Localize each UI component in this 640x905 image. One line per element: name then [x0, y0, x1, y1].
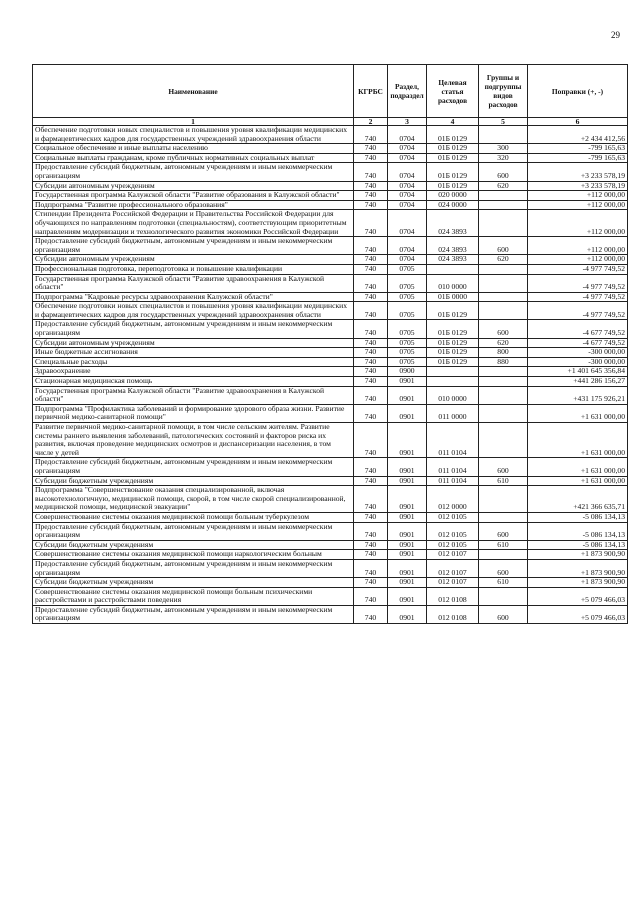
row-amendment: -300 000,00 — [528, 357, 628, 367]
row-kgrbs: 740 — [354, 476, 388, 486]
table-row — [33, 559, 628, 577]
row-kgrbs: 740 — [354, 512, 388, 522]
row-razdel: 0901 — [388, 578, 427, 588]
row-expense-type — [479, 404, 528, 422]
row-razdel: 0901 — [388, 559, 427, 577]
row-name: Государственная программа Калужской области "Развитие образования в Калужской области" — [33, 191, 354, 201]
row-name: Субсидии бюджетным учреждениям — [33, 540, 354, 550]
row-razdel: 0900 — [388, 367, 427, 377]
row-kgrbs: 740 — [354, 320, 388, 338]
row-target-article: 01Б 0129 — [427, 153, 479, 163]
row-target-article: 01Б 0129 — [427, 320, 479, 338]
row-target-article: 01Б 0129 — [427, 163, 479, 181]
row-razdel: 0901 — [388, 540, 427, 550]
table-header-row — [33, 65, 628, 118]
row-name: Подпрограмма "Совершенствование оказания специализированной, включая высокотехнологичную, медицинской помощи, скорой, в том числе скорой специализированной, медицинской помощи, медицинской эвакуации" — [33, 486, 354, 513]
row-razdel: 0705 — [388, 264, 427, 274]
header-amendments: Поправки (+, -) — [528, 65, 628, 118]
row-amendment: -799 165,63 — [528, 144, 628, 154]
row-target-article: 012 0108 — [427, 605, 479, 623]
row-amendment: -4 977 749,52 — [528, 292, 628, 302]
row-name: Государственная программа Калужской области "Развитие здравоохранения в Калужской области" — [33, 386, 354, 404]
row-target-article: 011 0104 — [427, 423, 479, 458]
row-amendment: +112 000,00 — [528, 200, 628, 210]
row-kgrbs: 740 — [354, 302, 388, 320]
column-number: 1 — [33, 118, 354, 126]
row-razdel: 0705 — [388, 274, 427, 292]
row-razdel: 0704 — [388, 210, 427, 237]
row-target-article: 012 0105 — [427, 522, 479, 540]
row-kgrbs: 740 — [354, 486, 388, 513]
row-name: Субсидии бюджетным учреждениям — [33, 578, 354, 588]
row-name: Обеспечение подготовки новых специалистов и повышения уровня квалификации медицинских и фармацевтических кадров для государственных учреждений здравоохранения области — [33, 126, 354, 144]
row-razdel: 0704 — [388, 144, 427, 154]
row-razdel: 0705 — [388, 292, 427, 302]
row-kgrbs: 740 — [354, 404, 388, 422]
row-expense-type — [479, 126, 528, 144]
row-kgrbs: 740 — [354, 348, 388, 358]
row-name: Предоставление субсидий бюджетным, автономным учреждениям и иным некоммерческим организациям — [33, 522, 354, 540]
table-row — [33, 386, 628, 404]
row-name: Стипендии Президента Российской Федерации и Правительства Российской Федерации для обучающихся по направлениям подготовки (специальностям), соответствующим приоритетным направлениям модернизации и технологического развития экономики Российской Федерации — [33, 210, 354, 237]
table-row — [33, 191, 628, 201]
row-razdel: 0901 — [388, 476, 427, 486]
row-kgrbs: 740 — [354, 292, 388, 302]
table-row — [33, 587, 628, 605]
row-target-article: 01Б 0000 — [427, 292, 479, 302]
row-expense-type: 880 — [479, 357, 528, 367]
row-razdel: 0705 — [388, 348, 427, 358]
row-amendment: -799 165,63 — [528, 153, 628, 163]
row-razdel: 0704 — [388, 255, 427, 265]
column-number: 2 — [354, 118, 388, 126]
row-expense-type — [479, 274, 528, 292]
row-expense-type — [479, 377, 528, 387]
row-kgrbs: 740 — [354, 163, 388, 181]
row-expense-type: 610 — [479, 540, 528, 550]
table-row — [33, 302, 628, 320]
row-razdel: 0705 — [388, 338, 427, 348]
row-name: Подпрограмма "Профилактика заболеваний и формирование здорового образа жизни. Развитие первичной медико-санитарной помощи" — [33, 404, 354, 422]
row-name: Предоставление субсидий бюджетным, автономным учреждениям и иным некоммерческим организациям — [33, 163, 354, 181]
row-target-article: 012 0000 — [427, 486, 479, 513]
row-target-article: 01Б 0129 — [427, 144, 479, 154]
row-target-article: 024 3893 — [427, 210, 479, 237]
row-target-article — [427, 367, 479, 377]
row-target-article: 011 0104 — [427, 458, 479, 476]
row-razdel: 0704 — [388, 181, 427, 191]
row-amendment: +431 175 926,21 — [528, 386, 628, 404]
row-kgrbs: 740 — [354, 386, 388, 404]
row-expense-type: 600 — [479, 605, 528, 623]
table-body — [33, 126, 628, 624]
row-expense-type — [479, 386, 528, 404]
table-row — [33, 348, 628, 358]
row-amendment: +1 873 900,90 — [528, 550, 628, 560]
row-amendment: -5 086 134,13 — [528, 512, 628, 522]
row-amendment: +1 631 000,00 — [528, 476, 628, 486]
row-target-article: 012 0107 — [427, 550, 479, 560]
row-razdel: 0704 — [388, 163, 427, 181]
row-razdel: 0901 — [388, 423, 427, 458]
row-name: Предоставление субсидий бюджетным, автономным учреждениям и иным некоммерческим организациям — [33, 237, 354, 255]
row-razdel: 0704 — [388, 237, 427, 255]
header-name: Наименование — [33, 65, 354, 118]
row-name: Субсидии автономным учреждениям — [33, 338, 354, 348]
row-razdel: 0901 — [388, 404, 427, 422]
row-amendment: -5 086 134,13 — [528, 540, 628, 550]
row-kgrbs: 740 — [354, 200, 388, 210]
row-amendment: +1 631 000,00 — [528, 458, 628, 476]
row-amendment: +112 000,00 — [528, 237, 628, 255]
row-expense-type: 610 — [479, 578, 528, 588]
row-expense-type: 620 — [479, 255, 528, 265]
table-row — [33, 255, 628, 265]
row-name: Предоставление субсидий бюджетным, автономным учреждениям и иным некоммерческим организациям — [33, 458, 354, 476]
table-row — [33, 163, 628, 181]
row-target-article: 024 3893 — [427, 255, 479, 265]
row-kgrbs: 740 — [354, 367, 388, 377]
row-amendment: +112 000,00 — [528, 255, 628, 265]
row-name: Обеспечение подготовки новых специалистов и повышения уровня квалификации медицинских и фармацевтических кадров для государственных учреждений здравоохранения области — [33, 302, 354, 320]
row-kgrbs: 740 — [354, 550, 388, 560]
row-target-article: 024 3893 — [427, 237, 479, 255]
row-razdel: 0901 — [388, 587, 427, 605]
budget-amendments-table — [32, 64, 628, 624]
row-amendment: -4 977 749,52 — [528, 302, 628, 320]
row-expense-type: 600 — [479, 163, 528, 181]
table-row — [33, 423, 628, 458]
row-name: Субсидии автономным учреждениям — [33, 181, 354, 191]
row-name: Совершенствование системы оказания медицинской помощи наркологическим больным — [33, 550, 354, 560]
row-expense-type: 600 — [479, 458, 528, 476]
row-amendment: +421 366 635,71 — [528, 486, 628, 513]
row-kgrbs: 740 — [354, 540, 388, 550]
header-target-article: Целевая статья расходов — [427, 65, 479, 118]
table-row — [33, 237, 628, 255]
row-razdel: 0901 — [388, 512, 427, 522]
table-row — [33, 512, 628, 522]
row-name: Подпрограмма "Развитие профессионального образования" — [33, 200, 354, 210]
row-target-article: 012 0105 — [427, 540, 479, 550]
row-kgrbs: 740 — [354, 578, 388, 588]
table-row — [33, 605, 628, 623]
row-name: Субсидии бюджетным учреждениям — [33, 476, 354, 486]
table-row — [33, 264, 628, 274]
row-kgrbs: 740 — [354, 338, 388, 348]
row-target-article: 01Б 0129 — [427, 348, 479, 358]
row-razdel: 0901 — [388, 605, 427, 623]
row-expense-type — [479, 264, 528, 274]
row-expense-type — [479, 200, 528, 210]
row-razdel: 0705 — [388, 357, 427, 367]
row-amendment: +1 631 000,00 — [528, 404, 628, 422]
row-kgrbs: 740 — [354, 357, 388, 367]
row-target-article: 020 0000 — [427, 191, 479, 201]
row-amendment: -4 977 749,52 — [528, 274, 628, 292]
row-amendment: +441 286 156,27 — [528, 377, 628, 387]
row-expense-type: 610 — [479, 476, 528, 486]
table-row — [33, 144, 628, 154]
row-amendment: +112 000,00 — [528, 191, 628, 201]
header-kgrbs: КГРБС — [354, 65, 388, 118]
row-target-article: 012 0107 — [427, 578, 479, 588]
table-row — [33, 550, 628, 560]
row-amendment: +1 631 000,00 — [528, 423, 628, 458]
row-amendment: -5 086 134,13 — [528, 522, 628, 540]
table-row — [33, 458, 628, 476]
row-kgrbs: 740 — [354, 237, 388, 255]
row-amendment: +5 079 466,03 — [528, 587, 628, 605]
row-name: Совершенствование системы оказания медицинской помощи больным туберкулезом — [33, 512, 354, 522]
row-expense-type — [479, 210, 528, 237]
table-row — [33, 404, 628, 422]
row-expense-type — [479, 292, 528, 302]
row-name: Субсидии автономным учреждениям — [33, 255, 354, 265]
row-amendment: +1 873 900,90 — [528, 578, 628, 588]
row-amendment: +112 000,00 — [528, 210, 628, 237]
row-kgrbs: 740 — [354, 126, 388, 144]
row-expense-type — [479, 302, 528, 320]
row-name: Здравоохранение — [33, 367, 354, 377]
table-row — [33, 210, 628, 237]
row-expense-type: 600 — [479, 522, 528, 540]
row-name: Предоставление субсидий бюджетным, автономным учреждениям и иным некоммерческим организациям — [33, 320, 354, 338]
row-razdel: 0705 — [388, 302, 427, 320]
row-amendment: +1 401 645 356,84 — [528, 367, 628, 377]
row-expense-type — [479, 587, 528, 605]
row-razdel: 0705 — [388, 320, 427, 338]
row-kgrbs: 740 — [354, 191, 388, 201]
row-expense-type — [479, 486, 528, 513]
row-name: Развитие первичной медико-санитарной помощи, в том числе сельским жителям. Развитие системы раннего выявления заболеваний, патологических состояний и факторов риска их развития, включая проведение медицинских осмотров и диспансеризации населения, в том числе у детей — [33, 423, 354, 458]
row-expense-type: 600 — [479, 237, 528, 255]
row-kgrbs: 740 — [354, 181, 388, 191]
row-amendment: +3 233 578,19 — [528, 181, 628, 191]
row-razdel: 0901 — [388, 377, 427, 387]
row-kgrbs: 740 — [354, 605, 388, 623]
row-name: Иные бюджетные ассигнования — [33, 348, 354, 358]
row-expense-type — [479, 512, 528, 522]
row-razdel: 0704 — [388, 200, 427, 210]
row-kgrbs: 740 — [354, 144, 388, 154]
row-amendment: -4 977 749,52 — [528, 264, 628, 274]
row-razdel: 0901 — [388, 458, 427, 476]
row-name: Предоставление субсидий бюджетным, автономным учреждениям и иным некоммерческим организациям — [33, 559, 354, 577]
row-target-article — [427, 264, 479, 274]
row-razdel: 0704 — [388, 153, 427, 163]
column-number: 5 — [479, 118, 528, 126]
row-amendment: -300 000,00 — [528, 348, 628, 358]
row-amendment: +5 079 466,03 — [528, 605, 628, 623]
row-name: Социальное обеспечение и иные выплаты населению — [33, 144, 354, 154]
row-kgrbs: 740 — [354, 423, 388, 458]
row-kgrbs: 740 — [354, 210, 388, 237]
row-amendment: +3 233 578,19 — [528, 163, 628, 181]
row-kgrbs: 740 — [354, 153, 388, 163]
row-target-article: 011 0104 — [427, 476, 479, 486]
row-razdel: 0901 — [388, 522, 427, 540]
row-amendment: -4 677 749,52 — [528, 338, 628, 348]
column-number: 4 — [427, 118, 479, 126]
table-row — [33, 377, 628, 387]
row-target-article: 010 0000 — [427, 386, 479, 404]
row-name: Подпрограмма "Кадровые ресурсы здравоохранения Калужской области" — [33, 292, 354, 302]
table-row — [33, 522, 628, 540]
row-expense-type — [479, 550, 528, 560]
row-razdel: 0901 — [388, 550, 427, 560]
row-name: Специальные расходы — [33, 357, 354, 367]
row-target-article: 01Б 0129 — [427, 181, 479, 191]
table-row — [33, 126, 628, 144]
table-row — [33, 486, 628, 513]
page-number: 29 — [611, 30, 620, 40]
row-target-article — [427, 377, 479, 387]
table-row — [33, 578, 628, 588]
row-expense-type: 620 — [479, 338, 528, 348]
row-target-article: 01Б 0129 — [427, 302, 479, 320]
row-kgrbs: 740 — [354, 255, 388, 265]
row-razdel: 0901 — [388, 486, 427, 513]
row-name: Профессиональная подготовка, переподготовка и повышение квалификации — [33, 264, 354, 274]
row-expense-type: 600 — [479, 559, 528, 577]
row-expense-type — [479, 423, 528, 458]
row-expense-type: 300 — [479, 144, 528, 154]
row-target-article: 01Б 0129 — [427, 126, 479, 144]
row-kgrbs: 740 — [354, 274, 388, 292]
row-target-article: 011 0000 — [427, 404, 479, 422]
table-row — [33, 357, 628, 367]
row-expense-type: 620 — [479, 181, 528, 191]
row-kgrbs: 740 — [354, 458, 388, 476]
row-target-article: 024 0000 — [427, 200, 479, 210]
row-expense-type — [479, 367, 528, 377]
row-amendment: -4 677 749,52 — [528, 320, 628, 338]
row-razdel: 0704 — [388, 126, 427, 144]
row-name: Государственная программа Калужской области "Развитие здравоохранения в Калужской области" — [33, 274, 354, 292]
row-name: Совершенствование системы оказания медицинской помощи больным психическими расстройствами и расстройствами поведения — [33, 587, 354, 605]
row-kgrbs: 740 — [354, 264, 388, 274]
row-name: Предоставление субсидий бюджетным, автономным учреждениям и иным некоммерческим организациям — [33, 605, 354, 623]
row-expense-type: 320 — [479, 153, 528, 163]
row-razdel: 0704 — [388, 191, 427, 201]
column-number: 6 — [528, 118, 628, 126]
header-razdel: Раздел, подраздел — [388, 65, 427, 118]
row-amendment: +2 434 412,56 — [528, 126, 628, 144]
row-expense-type: 600 — [479, 320, 528, 338]
row-target-article: 012 0107 — [427, 559, 479, 577]
row-expense-type — [479, 191, 528, 201]
row-name: Стационарная медицинская помощь — [33, 377, 354, 387]
table-row — [33, 274, 628, 292]
row-name: Социальные выплаты гражданам, кроме публичных нормативных социальных выплат — [33, 153, 354, 163]
row-amendment: +1 873 900,90 — [528, 559, 628, 577]
row-target-article: 010 0000 — [427, 274, 479, 292]
row-kgrbs: 740 — [354, 559, 388, 577]
row-kgrbs: 740 — [354, 377, 388, 387]
row-kgrbs: 740 — [354, 522, 388, 540]
row-kgrbs: 740 — [354, 587, 388, 605]
row-target-article: 012 0108 — [427, 587, 479, 605]
row-target-article: 012 0105 — [427, 512, 479, 522]
row-razdel: 0901 — [388, 386, 427, 404]
row-expense-type: 800 — [479, 348, 528, 358]
row-target-article: 01Б 0129 — [427, 357, 479, 367]
table-row — [33, 320, 628, 338]
column-number: 3 — [388, 118, 427, 126]
header-expense-type: Группы и подгруппы видов расходов — [479, 65, 528, 118]
row-target-article: 01Б 0129 — [427, 338, 479, 348]
